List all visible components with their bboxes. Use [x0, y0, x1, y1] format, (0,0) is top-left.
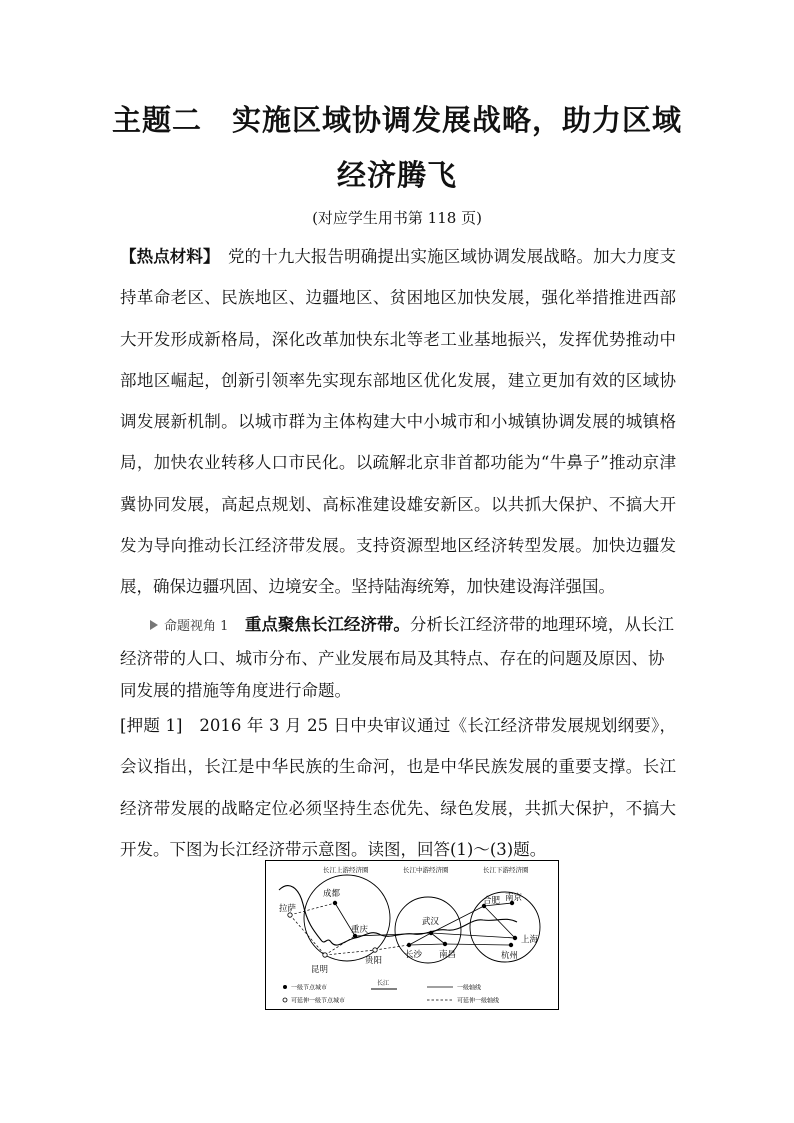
city-label-hefei: 合肥: [483, 896, 501, 906]
legend-node-city: 一级节点城市: [291, 984, 328, 992]
hot-material-paragraph: [120, 236, 676, 608]
material-text: 党的十九大报告明确提出实施区域协调发展战略。加大力度支持革命老区、民族地区、边疆地区、贫困地区加快发展，强化举措推进西部大开发形成新格局，深化改革加快东北等老工业基地振兴，发挥优势推动中部地区崛起，创新引领率先实现东部地区优化发展，建立更加有效的区域协调发展新机制。以城市群为主体构建大中小城市和小城镇协调发展的城镇格局，加快农业转移人口市民化。以疏解北京非首都功能为“牛鼻子”推动京津冀协同发展，高起点规划、高标准建设雄安新区。以共抓大保护、不搞大开发为导向推动长江经济带发展。支持资源型地区经济转型发展。加快边疆发展，确保边疆巩固、边境安全。坚持陆海统筹，加快建设海洋强国。: [120, 247, 677, 597]
upper-circle-label: 长江上游经济圈: [323, 866, 369, 874]
book-reference: (对应学生用书第 118 页): [312, 209, 482, 227]
legend-ext-axis: 可延伸一级轴线: [457, 997, 500, 1005]
city-label-nanchang: 南昌: [439, 950, 457, 960]
angle-highlight: 重点聚焦长江经济带。: [244, 615, 410, 634]
city-label-changsha: 长沙: [405, 950, 423, 960]
yangtze-economic-belt-map: [265, 860, 559, 1010]
triangle-icon: [150, 620, 158, 630]
city-label-nanjing: 南京: [505, 893, 523, 903]
question-angle: [120, 609, 676, 707]
legend-ext-node-city: 可延伸一级节点城市: [291, 997, 346, 1005]
city-label-chengdu: 成都: [323, 889, 341, 899]
question-paragraph: [120, 705, 676, 870]
city-label-chongqing: 重庆: [351, 925, 369, 935]
city-label-lasa: 拉萨: [279, 904, 297, 914]
middle-circle-label: 长江中游经济圈: [403, 866, 449, 874]
city-label-kunming: 昆明: [311, 965, 329, 975]
legend-river: 长江: [377, 980, 390, 987]
city-label-guiyang: 贵阳: [365, 956, 383, 966]
question-text: 2016 年 3 月 25 日中央审议通过《长江经济带发展规划纲要》，会议指出，长江是中华民族的生命河，也是中华民族发展的重要支撑。长江经济带发展的战略定位必须坚持生态优先、绿色发展，共抓大保护，不搞大开发。下图为长江经济带示意图。读图，回答(1)～(3)题。: [120, 716, 676, 859]
city-label-wuhan: 武汉: [422, 917, 440, 927]
lower-circle-label: 长江下游经济圈: [483, 866, 529, 874]
angle-tag: 命题视角 1: [164, 619, 229, 634]
material-label: 【热点材料】: [120, 247, 212, 266]
city-label-shanghai: 上海: [521, 935, 539, 945]
angle-text: 分析长江经济带的地理环境，从长江经济带的人口、城市分布、产业发展布局及其特点、存在的问题及原因、协同发展的措施等角度进行命题。: [120, 615, 674, 700]
page-title-line2: 经济腾飞: [336, 158, 457, 192]
question-label: [押题 1]: [120, 716, 183, 735]
legend-axis: 一级轴线: [457, 984, 482, 992]
page-title-line1: 主题二 实施区域协调发展战略，助力区域: [111, 103, 682, 137]
city-label-hangzhou: 杭州: [501, 951, 519, 961]
